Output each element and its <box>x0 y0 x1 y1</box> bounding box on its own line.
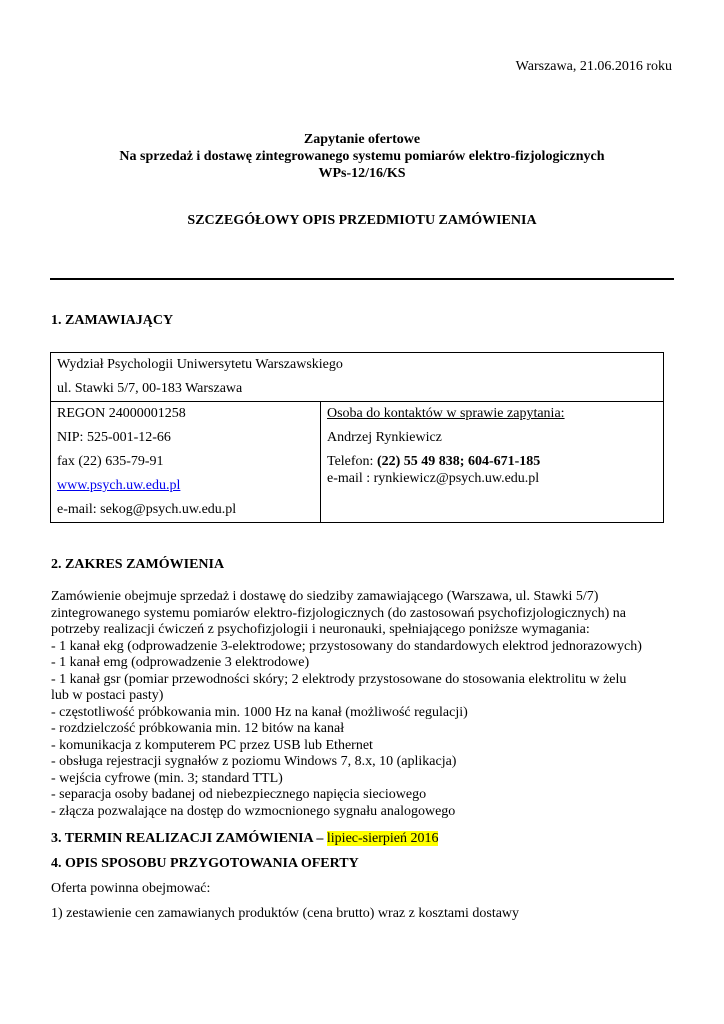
section-title: SZCZEGÓŁOWY OPIS PRZEDMIOTU ZAMÓWIENIA <box>187 213 537 228</box>
website-link[interactable]: www.psych.uw.edu.pl <box>57 478 181 493</box>
offer-intro: Oferta powinna obejmować: <box>51 881 211 896</box>
org-email: e-mail: sekog@psych.uw.edu.pl <box>57 502 237 517</box>
scope-line: potrzeby realizacji ćwiczeń z psychofizjologii i neuronauki, spełniającego poniższe wymagania: <box>51 622 590 637</box>
scope-line: lub w postaci pasty) <box>51 688 164 703</box>
scope-line: - 1 kanał ekg (odprowadzenie 3-elektrodowe; przystosowany do standardowych elektrod jednorazowych) <box>51 638 642 654</box>
document-subtitle: Na sprzedaż i dostawę zintegrowanego systemu pomiarów elektro-fizjologicznych <box>119 149 605 164</box>
contact-heading: Osoba do kontaktów w sprawie zapytania: <box>327 406 565 421</box>
deadline-highlight: lipiec-sierpień 2016 <box>326 831 439 846</box>
contact-cell <box>321 402 664 523</box>
scope-line: - 1 kanał gsr (pomiar przewodności skóry; 2 elektrody przystosowane do stosowania elektrolitu w żelu <box>51 671 627 687</box>
org-name: Wydział Psychologii Uniwersytetu Warszawskiego <box>57 357 343 372</box>
org-address: ul. Stawki 5/7, 00-183 Warszawa <box>57 381 243 396</box>
section4-heading: 4. OPIS SPOSOBU PRZYGOTOWANIA OFERTY <box>51 856 359 871</box>
contact-email: e-mail : rynkiewicz@psych.uw.edu.pl <box>327 471 540 486</box>
nip: NIP: 525-001-12-66 <box>57 430 171 445</box>
scope-line: - rozdzielczość próbkowania min. 12 bitów na kanał <box>51 721 345 736</box>
scope-text <box>51 589 681 820</box>
fax: fax (22) 635-79-91 <box>57 454 164 469</box>
org-cell <box>51 353 664 402</box>
section1-heading: 1. ZAMAWIAJĄCY <box>51 313 174 328</box>
horizontal-rule <box>50 278 674 280</box>
scope-line: - separacja osoby badanej od niebezpiecznego napięcia sieciowego <box>51 787 427 802</box>
section2-heading: 2. ZAKRES ZAMÓWIENIA <box>51 557 225 572</box>
scope-line: zintegrowanego systemu pomiarów elektro-fizjologicznych (do zastosowań psychofizjologicznych) na <box>51 605 626 621</box>
contact-name: Andrzej Rynkiewicz <box>327 430 442 445</box>
section3-heading: 3. TERMIN REALIZACJI ZAMÓWIENIA – lipiec-sierpień 2016 <box>51 831 439 846</box>
scope-line: - częstotliwość próbkowania min. 1000 Hz na kanał (możliwość regulacji) <box>51 704 468 720</box>
contact-phone: Telefon: (22) 55 49 838; 604-671-185 <box>327 454 541 469</box>
org-details-cell <box>51 402 321 523</box>
document-title: Zapytanie ofertowe <box>303 132 421 147</box>
scope-line: - wejścia cyfrowe (min. 3; standard TTL) <box>51 770 283 786</box>
date-line: Warszawa, 21.06.2016 roku <box>515 59 672 74</box>
scope-line: - obsługa rejestracji sygnałów z poziomu Windows 7, 8.x, 10 (aplikacja) <box>51 754 457 769</box>
scope-line: - komunikacja z komputerem PC przez USB lub Ethernet <box>51 737 373 753</box>
regon: REGON 24000001258 <box>57 406 186 421</box>
scope-line: Zamówienie obejmuje sprzedaż i dostawę do siedziby zamawiającego (Warszawa, ul. Stawki 5/7) <box>51 589 599 604</box>
reference-number: WPs-12/16/KS <box>318 166 406 181</box>
scope-line: - złącza pozwalające na dostęp do wzmocnionego sygnału analogowego <box>51 803 456 819</box>
scope-line: - 1 kanał emg (odprowadzenie 3 elektrodowe) <box>51 655 310 670</box>
offer-item-1: 1) zestawienie cen zamawianych produktów (cena brutto) wraz z kosztami dostawy <box>51 906 520 921</box>
contracting-party-table <box>50 352 664 523</box>
